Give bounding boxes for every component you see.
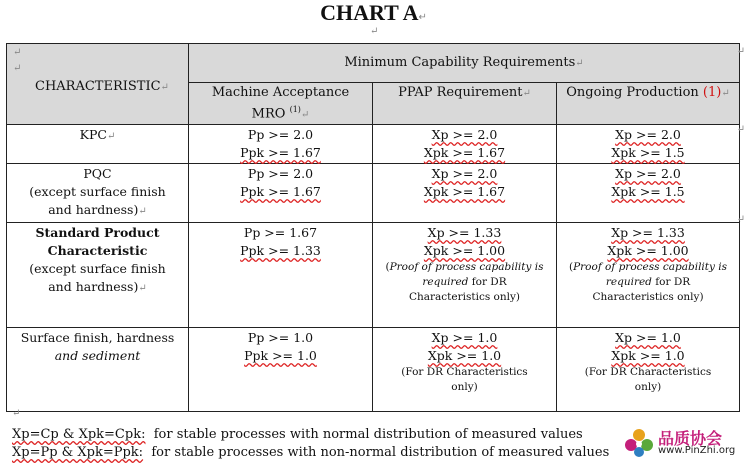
chart-title: CHART A↵ [320, 0, 427, 25]
kpc-ppap: Xp >= 2.0 Xpk >= 1.67 [373, 125, 557, 164]
paragraph-mark: ↵ [12, 408, 21, 419]
table-row [7, 125, 740, 164]
kpc-label: KPC↵ [7, 125, 189, 164]
spc-ppap: Xp >= 1.33 Xpk >= 1.00 (Proof of process capability is required for DR Characteristics only) [373, 223, 557, 328]
machine-acceptance-header: Machine Acceptance MRO $^{(1)}$↵ [189, 83, 373, 125]
characteristic-header: ↵ ↵ CHARACTERISTIC↵ [7, 44, 189, 125]
table-row [7, 223, 740, 328]
kpc-machine: Pp >= 2.0 Ppk >= 1.67 [189, 125, 373, 164]
spc-machine: Pp >= 1.67 Ppk >= 1.33 [189, 223, 373, 328]
pqc-machine: Pp >= 2.0 Ppk >= 1.67 [189, 164, 373, 223]
pqc-label: PQC (except surface finish and hardness)↵ [7, 164, 189, 223]
capability-table [6, 43, 740, 412]
ongoing-footnote-ref: (1) [702, 85, 722, 100]
spc-label: Standard Product Characteristic (except surface finish and hardness)↵ [7, 223, 189, 328]
paragraph-mark: ↵ [370, 26, 379, 37]
pqc-ppap: Xp >= 2.0 Xpk >= 1.67 [373, 164, 557, 223]
row-end-mark: ↵ [736, 214, 745, 225]
footer-line-2: Xp=Pp & Xpk=Ppk: for stable processes with non-normal distribution of measured values [12, 445, 610, 460]
min-capability-header: Minimum Capability Requirements↵ [189, 44, 740, 83]
sf-ppap: Xp >= 1.0 Xpk >= 1.0 (For DR Characteristics only) [373, 328, 557, 412]
kpc-ongoing: Xp >= 2.0 Xpk >= 1.5 [557, 125, 740, 164]
row-end-mark: ↵ [736, 124, 745, 135]
flower-icon [622, 426, 656, 460]
footer-line-1: Xp=Cp & Xpk=Cpk: for stable processes with normal distribution of measured values [12, 427, 583, 442]
ongoing-production-header: Ongoing Production (1)↵ [557, 83, 740, 125]
row-end-mark: ↵ [736, 46, 745, 57]
spc-ongoing: Xp >= 1.33 Xpk >= 1.00 (Proof of process capability is required for DR Characteristics only) [557, 223, 740, 328]
watermark-logo: 品质协会 www.PinZhi.org [622, 426, 744, 460]
table-row [7, 164, 740, 223]
sf-label: Surface finish, hardness and sediment [7, 328, 189, 412]
ppap-header: PPAP Requirement↵ [373, 83, 557, 125]
sf-machine: Pp >= 1.0 Ppk >= 1.0 [189, 328, 373, 412]
pqc-ongoing: Xp >= 2.0 Xpk >= 1.5 [557, 164, 740, 223]
table-row [7, 328, 740, 412]
sf-ongoing: Xp >= 1.0 Xpk >= 1.0 (For DR Characteristics only) [557, 328, 740, 412]
